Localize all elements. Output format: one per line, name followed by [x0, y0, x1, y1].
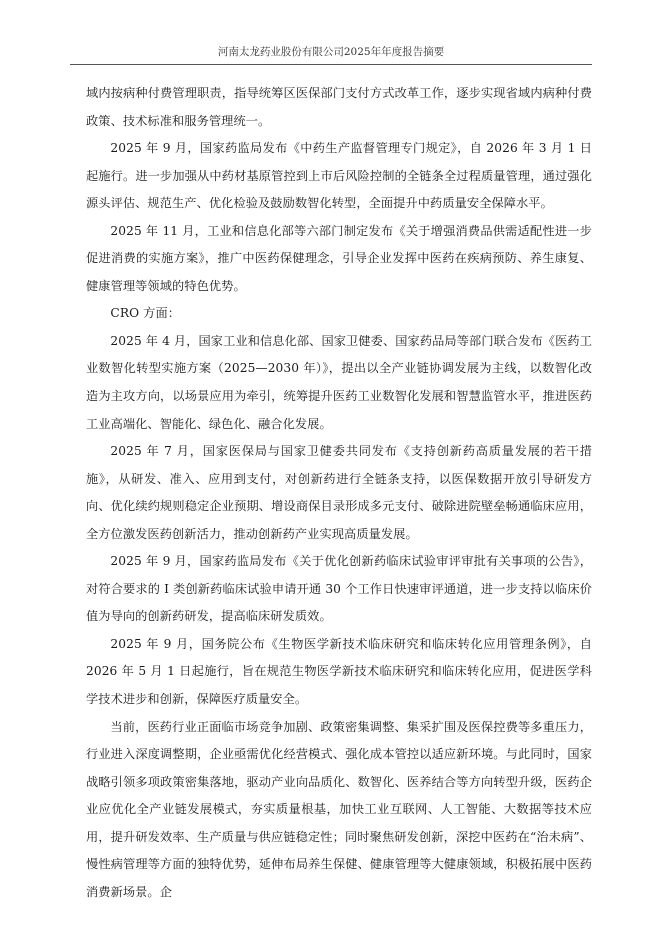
paragraph-province-payment: 域内按病种付费管理职责，指导统筹区医保部门支付方式改革工作，逐步实现省域内病种付费政策、技术标准和服务管理统一。: [86, 86, 592, 128]
paragraph-clinical-trial-review: 2025 年 9 月，国家药监局发布《关于优化创新药临床试验审评审批有关事项的公告》，对符合要求的 I 类创新药临床试验申请开通 30 个工作日快速审评通道，进一步支持以临床价值为导向的创新药研发，提高临床研发质效。: [86, 554, 592, 624]
paragraph-consumer-goods-plan: 2025 年 11 月，工业和信息化部等六部门制定发布《关于增强消费品供需适配性进一步促进消费的实施方案》，推广中医药保健理念，引导企业发挥中医药在疾病预防、养生康复、健康管理等领域的特色优势。: [86, 223, 592, 293]
section-heading-cro: CRO 方面：: [110, 306, 181, 321]
document-body: [86, 80, 592, 906]
paragraph-tcm-production-rules: 2025 年 9 月，国家药监局发布《中药生产监督管理专门规定》，自 2026 年 3 月 1 日起施行。进一步加强从中药材基原管控到上市后风险控制的全链条全过程质量管理，通过强化源头评估、规范生产、优化检验及鼓励数智化转型，全面提升中药质量安全保障水平。: [86, 141, 592, 211]
paragraph-industry-outlook: 当前，医药行业正面临市场竞争加剧、政策密集调整、集采扩围及医保控费等多重压力，行业进入深度调整期，企业亟需优化经营模式、强化成本管控以适应新环境。与此同时，国家战略引领多项政策密集落地，驱动产业向品质化、数智化、医养结合等方向转型升级，医药企业应优化全产业链发展模式，夯实质量根基，加快工业互联网、人工智能、大数据等技术应用，提升研发效率、生产质量与供应链稳定性；同时聚焦研发创新，深挖中医药在“治未病”、慢性病管理等方面的独特优势，延伸布局养生保健、健康管理等大健康领域，积极拓展中医药消费新场景。企: [86, 719, 592, 899]
paragraph-digital-transformation: 2025 年 4 月，国家工业和信息化部、国家卫健委、国家药品局等部门联合发布《医药工业数智化转型实施方案（2025—2030 年）》，提出以全产业链协调发展为主线，以数智化改造为主攻方向，以场景应用为牵引，统筹提升医药工业数智化发展和智慧监管水平，推进医药工业高端化、智能化、绿色化、融合化发展。: [86, 333, 592, 431]
page-header: [70, 44, 592, 64]
header-title: 河南太龙药业股份有限公司2025年年度报告摘要: [217, 46, 445, 58]
paragraph-innovative-drug-support: 2025 年 7 月，国家医保局与国家卫健委共同发布《支持创新药高质量发展的若干措施》，从研发、准入、应用到支付，对创新药进行全链条支持，以医保数据开放引导研发方向、优化续约规则稳定企业预期、增设商保目录形成多元支付、破除进院壁垒畅通临床应用，全方位激发医药创新活力，推动创新药产业实现高质量发展。: [86, 444, 592, 541]
paragraph-biomedical-regulation: 2025 年 9 月，国务院公布《生物医学新技术临床研究和临床转化应用管理条例》，自 2026 年 5 月 1 日起施行，旨在规范生物医学新技术临床研究和临床转化应用，促进医学科学技术进步和创新，保障医疗质量安全。: [86, 636, 592, 707]
header-divider: [70, 64, 592, 65]
